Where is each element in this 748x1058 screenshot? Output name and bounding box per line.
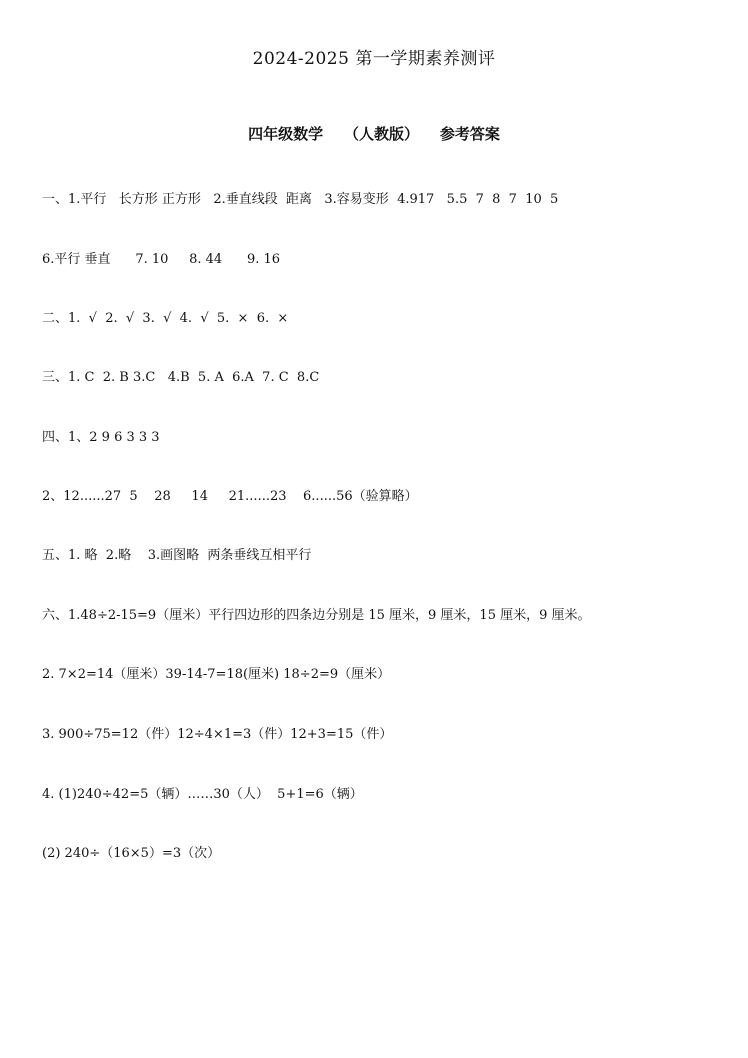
answer-line-section-6-q4-2: (2) 240÷（16×5）=3（次） bbox=[42, 846, 221, 861]
answer-line-section-6-q2: 2. 7×2=14（厘米）39-14-7=18(厘米) 18÷2=9（厘米） bbox=[42, 667, 391, 682]
document-title: 2024-2025 第一学期素养测评 bbox=[252, 49, 496, 69]
answer-line-section-5: 五、1. 略 2.略 3.画图略 两条垂线互相平行 bbox=[42, 548, 312, 563]
answer-line-section-4: 四、1、2 9 6 3 3 3 bbox=[42, 430, 160, 445]
document-subtitle: 四年级数学 （人教版） 参考答案 bbox=[248, 125, 500, 143]
answer-line-section-2: 二、1. √ 2. √ 3. √ 4. √ 5. × 6. × bbox=[42, 311, 289, 326]
answer-line-section-6-q3: 3. 900÷75=12（件）12÷4×1=3（件）12+3=15（件） bbox=[42, 727, 393, 742]
answer-line-section-1: 一、1.平行 长方形 正方形 2.垂直线段 距离 3.容易变形 4.917 5.5 7 8 7 10 5 bbox=[42, 192, 559, 207]
answer-line-section-4-q2: 2、12......27 5 28 14 21......23 6......56（验算略） bbox=[42, 489, 418, 504]
answer-line-section-3: 三、1. C 2. B 3.C 4.B 5. A 6.A 7. C 8.C bbox=[42, 370, 320, 385]
answer-line-section-6-q4-1: 4. (1)240÷42=5（辆）……30（人） 5+1=6（辆） bbox=[42, 787, 363, 802]
answer-line-section-1-cont: 6.平行 垂直 7. 10 8. 44 9. 16 bbox=[42, 252, 281, 267]
answer-line-section-6: 六、1.48÷2-15=9（厘米）平行四边形的四条边分别是 15 厘米，9 厘米，15 厘米，9 厘米。 bbox=[42, 608, 591, 623]
